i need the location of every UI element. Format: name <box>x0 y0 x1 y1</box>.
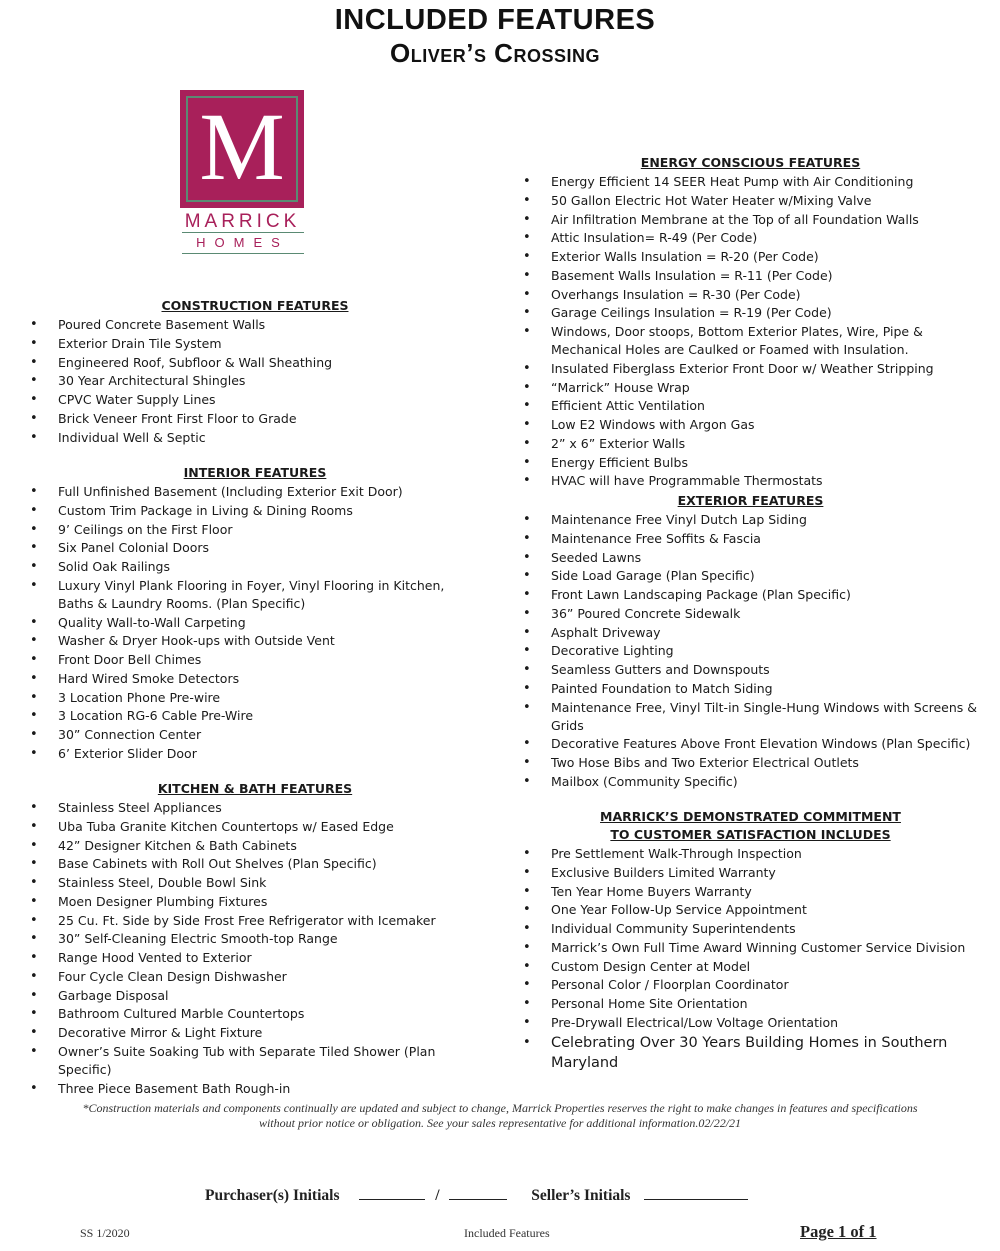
feature-list <box>30 316 480 447</box>
construction-section <box>30 297 480 447</box>
feature-list <box>523 173 978 490</box>
feature-item: • Air Infiltration Membrane at the Top of all Foundation Walls <box>523 211 978 229</box>
exterior-section <box>523 492 978 792</box>
feature-item: • Decorative Features Above Front Elevation Windows (Plan Specific) <box>523 735 978 753</box>
logo-sub: HOMES <box>196 235 289 250</box>
feature-item: • Six Panel Colonial Doors <box>30 539 480 557</box>
section-heading: ENERGY CONSCIOUS FEATURES <box>640 155 861 170</box>
feature-item: • Maintenance Free Soffits & Fascia <box>523 530 978 548</box>
feature-item: • CPVC Water Supply Lines <box>30 391 480 409</box>
feature-item: • Front Lawn Landscaping Package (Plan Specific) <box>523 586 978 604</box>
initials-line <box>205 1187 748 1205</box>
feature-item: • Luxury Vinyl Plank Flooring in Foyer, Vinyl Flooring in Kitchen, Baths & Laundry Rooms. (Plan Specific) <box>30 577 480 613</box>
feature-item: • Stainless Steel Appliances <box>30 799 480 817</box>
feature-item: • Seeded Lawns <box>523 549 978 567</box>
logo-rule-top <box>182 232 304 233</box>
feature-item: • Solid Oak Railings <box>30 558 480 576</box>
initials-separator: / <box>435 1187 440 1204</box>
feature-item: • Range Hood Vented to Exterior <box>30 949 480 967</box>
section-heading: INTERIOR FEATURES <box>183 465 327 480</box>
logo-rule-bottom <box>182 253 304 254</box>
feature-item: • Bathroom Cultured Marble Countertops <box>30 1005 480 1023</box>
feature-item: • Attic Insulation= R-49 (Per Code) <box>523 229 978 247</box>
feature-item: • Brick Veneer Front First Floor to Grade <box>30 410 480 428</box>
feature-item: • 30 Year Architectural Shingles <box>30 372 480 390</box>
feature-item: • Decorative Lighting <box>523 642 978 660</box>
feature-item: • Seamless Gutters and Downspouts <box>523 661 978 679</box>
disclaimer: *Construction materials and components continually are updated and subject to change, Marrick Properties reserves the right to make changes in features and specifications without prior notice or obligation. See your sales representative for additional information.02/22/21 <box>82 1101 918 1130</box>
interior-section <box>30 464 480 764</box>
feature-item: • 3 Location Phone Pre-wire <box>30 689 480 707</box>
logo-name: MARRICK <box>184 211 301 232</box>
feature-list <box>523 511 978 791</box>
feature-item: • Decorative Mirror & Light Fixture <box>30 1024 480 1042</box>
feature-list <box>30 799 480 1098</box>
feature-item: • Mailbox (Community Specific) <box>523 773 978 791</box>
footer-doc-name: Included Features <box>464 1226 550 1240</box>
feature-item: • Individual Community Superintendents <box>523 920 978 938</box>
feature-item: • Front Door Bell Chimes <box>30 651 480 669</box>
marrick-homes-logo <box>180 90 305 256</box>
feature-item: • Efficient Attic Ventilation <box>523 397 978 415</box>
section-heading: CONSTRUCTION FEATURES <box>161 298 349 313</box>
logo-letter: M <box>199 93 285 200</box>
feature-item: • Exterior Drain Tile System <box>30 335 480 353</box>
feature-item: • Side Load Garage (Plan Specific) <box>523 567 978 585</box>
purchaser-initials-field-2[interactable] <box>449 1187 507 1200</box>
footer-page-number: Page 1 of 1 <box>800 1222 877 1241</box>
feature-item: • Personal Color / Floorplan Coordinator <box>523 976 978 994</box>
feature-item: • Windows, Door stoops, Bottom Exterior Plates, Wire, Pipe & Mechanical Holes are Caulked or Foamed with Insulation. <box>523 323 978 359</box>
feature-item: • 42” Designer Kitchen & Bath Cabinets <box>30 837 480 855</box>
feature-item: • Pre Settlement Walk-Through Inspection <box>523 845 978 863</box>
feature-item: • Garbage Disposal <box>30 987 480 1005</box>
feature-item: • Overhangs Insulation = R-30 (Per Code) <box>523 286 978 304</box>
feature-item: • 30” Self-Cleaning Electric Smooth-top Range <box>30 930 480 948</box>
seller-initials-field[interactable] <box>644 1187 748 1200</box>
feature-item: • 2” x 6” Exterior Walls <box>523 435 978 453</box>
feature-item: • Uba Tuba Granite Kitchen Countertops w/ Eased Edge <box>30 818 480 836</box>
commitment-section <box>523 808 978 1073</box>
feature-item: • Garage Ceilings Insulation = R-19 (Per Code) <box>523 304 978 322</box>
footer-form-code: SS 1/2020 <box>80 1226 130 1240</box>
feature-item: • Stainless Steel, Double Bowl Sink <box>30 874 480 892</box>
feature-item: • “Marrick” House Wrap <box>523 379 978 397</box>
feature-item: • Engineered Roof, Subfloor & Wall Sheathing <box>30 354 480 372</box>
feature-item: • Three Piece Basement Bath Rough-in <box>30 1080 480 1098</box>
feature-item: • Base Cabinets with Roll Out Shelves (Plan Specific) <box>30 855 480 873</box>
seller-initials-label: Seller’s Initials <box>531 1187 631 1204</box>
section-heading: EXTERIOR FEATURES <box>677 493 824 508</box>
feature-item: • Personal Home Site Orientation <box>523 995 978 1013</box>
feature-item: • Low E2 Windows with Argon Gas <box>523 416 978 434</box>
feature-item: • Exterior Walls Insulation = R-20 (Per Code) <box>523 248 978 266</box>
feature-item: • Two Hose Bibs and Two Exterior Electrical Outlets <box>523 754 978 772</box>
feature-item: • 36” Poured Concrete Sidewalk <box>523 605 978 623</box>
feature-item: • 25 Cu. Ft. Side by Side Frost Free Refrigerator with Icemaker <box>30 912 480 930</box>
feature-item: • Energy Efficient Bulbs <box>523 454 978 472</box>
feature-item: • Individual Well & Septic <box>30 429 480 447</box>
feature-item: • 6’ Exterior Slider Door <box>30 745 480 763</box>
section-heading-line1: MARRICK’S DEMONSTRATED COMMITMENT <box>600 809 901 824</box>
feature-item: • Moen Designer Plumbing Fixtures <box>30 893 480 911</box>
feature-item: • Custom Trim Package in Living & Dining Rooms <box>30 502 480 520</box>
feature-item: • Four Cycle Clean Design Dishwasher <box>30 968 480 986</box>
section-heading: KITCHEN & BATH FEATURES <box>157 781 353 796</box>
feature-item: • Asphalt Driveway <box>523 624 978 642</box>
feature-item: • Quality Wall-to-Wall Carpeting <box>30 614 480 632</box>
feature-item: • Owner’s Suite Soaking Tub with Separate Tiled Shower (Plan Specific) <box>30 1043 480 1079</box>
feature-item: • Insulated Fiberglass Exterior Front Door w/ Weather Stripping <box>523 360 978 378</box>
logo-box <box>180 90 304 208</box>
feature-item: • Ten Year Home Buyers Warranty <box>523 883 978 901</box>
purchaser-initials-label: Purchaser(s) Initials <box>205 1187 340 1204</box>
feature-item: • Washer & Dryer Hook-ups with Outside Vent <box>30 632 480 650</box>
feature-item: • Maintenance Free, Vinyl Tilt-in Single-Hung Windows with Screens & Grids <box>523 699 978 735</box>
feature-item: • Exclusive Builders Limited Warranty <box>523 864 978 882</box>
section-heading-line2: TO CUSTOMER SATISFACTION INCLUDES <box>610 827 891 842</box>
feature-item: • Full Unfinished Basement (Including Exterior Exit Door) <box>30 483 480 501</box>
feature-item: • HVAC will have Programmable Thermostats <box>523 472 978 490</box>
feature-item: • 9’ Ceilings on the First Floor <box>30 521 480 539</box>
feature-item: • Celebrating Over 30 Years Building Homes in Southern Maryland <box>523 1033 978 1073</box>
feature-item: • Custom Design Center at Model <box>523 958 978 976</box>
feature-item: • Basement Walls Insulation = R-11 (Per Code) <box>523 267 978 285</box>
purchaser-initials-field-1[interactable] <box>359 1187 425 1200</box>
feature-item: • Poured Concrete Basement Walls <box>30 316 480 334</box>
feature-item: • Painted Foundation to Match Siding <box>523 680 978 698</box>
feature-item: • Hard Wired Smoke Detectors <box>30 670 480 688</box>
feature-item: • 50 Gallon Electric Hot Water Heater w/Mixing Valve <box>523 192 978 210</box>
feature-item: • Maintenance Free Vinyl Dutch Lap Siding <box>523 511 978 529</box>
energy-section <box>523 154 978 491</box>
feature-item: • Energy Efficient 14 SEER Heat Pump with Air Conditioning <box>523 173 978 191</box>
feature-item: • 3 Location RG-6 Cable Pre-Wire <box>30 707 480 725</box>
kitchen-section <box>30 780 480 1098</box>
page-subtitle: Oliver’s Crossing <box>390 38 600 68</box>
feature-list <box>523 845 978 1073</box>
feature-item: • Marrick’s Own Full Time Award Winning Customer Service Division <box>523 939 978 957</box>
feature-item: • 30” Connection Center <box>30 726 480 744</box>
feature-list <box>30 483 480 763</box>
page-title: INCLUDED FEATURES <box>334 4 656 36</box>
feature-item: • Pre-Drywall Electrical/Low Voltage Orientation <box>523 1014 978 1032</box>
feature-item: • One Year Follow-Up Service Appointment <box>523 901 978 919</box>
